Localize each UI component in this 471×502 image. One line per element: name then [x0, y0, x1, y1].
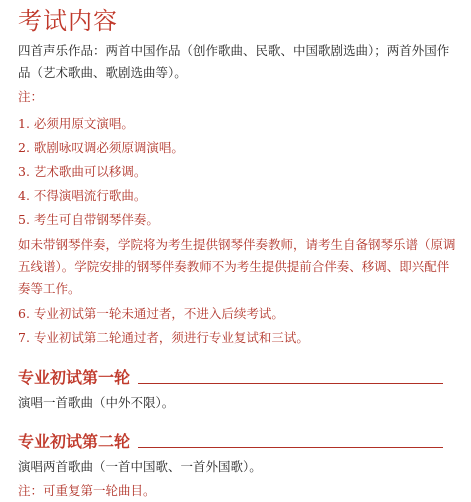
notes-list: [18, 112, 457, 350]
divider: [138, 447, 443, 448]
round2-header: [18, 424, 457, 452]
list-item: 3. 艺术歌曲可以移调。: [18, 164, 147, 179]
round1-header: [18, 360, 457, 388]
intro-text: 四首声乐作品：两首中国作品（创作歌曲、民歌、中国歌剧选曲）；两首外国作品（艺术歌曲、歌剧选曲等）。: [18, 43, 450, 80]
round1-body: 演唱一首歌曲（中外不限）。: [18, 395, 175, 410]
round2-note: 注：可重复第一轮曲目。: [18, 483, 156, 498]
round1-title: 专业初试第一轮: [18, 368, 131, 387]
list-item: 1. 必须用原文演唱。: [18, 116, 134, 131]
round2-body: 演唱两首歌曲（一首中国歌、一首外国歌）。: [18, 459, 262, 474]
page-title: 考试内容: [18, 7, 118, 35]
list-item: 7. 专业初试第二轮通过者，须进行专业复试和三试。: [18, 330, 309, 345]
note-label: 注：: [18, 89, 44, 104]
round2-title: 专业初试第二轮: [18, 432, 131, 451]
divider: [138, 383, 443, 384]
accompaniment-note: 如未带钢琴伴奏，学院将为考生提供钢琴伴奏教师，请考生自备钢琴乐谱（原调五线谱）。学院安排的钢琴伴奏教师不为考生提供提前合伴奏、移调、即兴配伴奏等工作。: [18, 237, 456, 296]
list-item: 4. 不得演唱流行歌曲。: [18, 188, 147, 203]
list-item: 5. 考生可自带钢琴伴奏。: [18, 212, 159, 227]
list-item: 6. 专业初试第一轮未通过者，不进入后续考试。: [18, 306, 284, 321]
list-item: 2. 歌剧咏叹调必须原调演唱。: [18, 140, 184, 155]
